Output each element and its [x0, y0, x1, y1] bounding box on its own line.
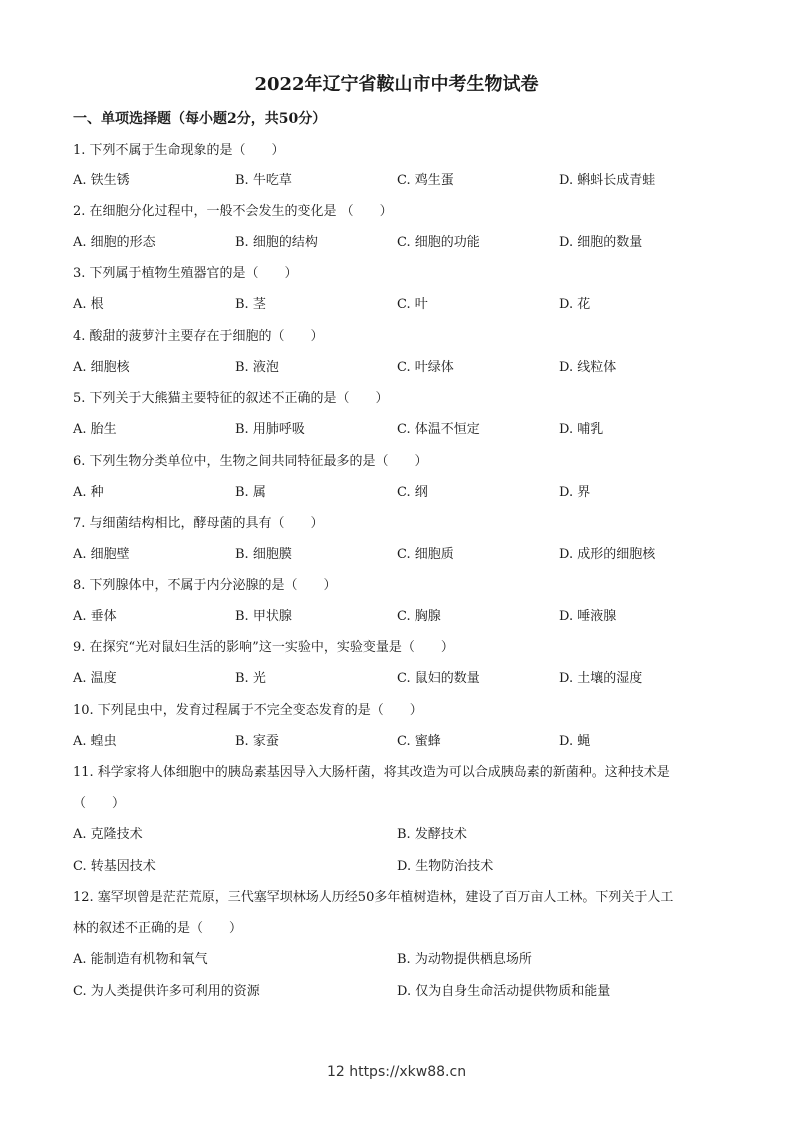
question-2-stem: 2. 在细胞分化过程中，一般不会发生的变化是 （ ） — [73, 204, 393, 219]
question-4-option-c[interactable]: C. 叶绿体 — [397, 360, 454, 375]
question-12-stem-line-1: 12. 塞罕坝曾是茫茫荒原，三代塞罕坝林场人历经50多年植树造林，建设了百万亩人工林。下列关于人工 — [73, 890, 674, 905]
question-6-option-a[interactable]: A. 种 — [73, 485, 104, 500]
question-3-option-d[interactable]: D. 花 — [559, 297, 591, 312]
question-3-stem: 3. 下列属于植物生殖器官的是（ ） — [73, 266, 298, 281]
question-9-option-b[interactable]: B. 光 — [235, 671, 266, 686]
question-2-option-d[interactable]: D. 细胞的数量 — [559, 235, 643, 250]
question-6-option-c[interactable]: C. 纲 — [397, 485, 428, 500]
question-7-option-d[interactable]: D. 成形的细胞核 — [559, 547, 656, 562]
question-7-option-c[interactable]: C. 细胞质 — [397, 547, 454, 562]
question-11-option-d[interactable]: D. 生物防治技术 — [397, 859, 494, 874]
question-9-option-a[interactable]: A. 温度 — [73, 671, 117, 686]
question-7-option-b[interactable]: B. 细胞膜 — [235, 547, 292, 562]
question-12-option-d[interactable]: D. 仅为自身生命活动提供物质和能量 — [397, 984, 611, 999]
question-1-option-a[interactable]: A. 铁生锈 — [73, 173, 130, 188]
page-title: 2022年辽宁省鞍山市中考生物试卷 — [254, 74, 539, 95]
question-1-option-c[interactable]: C. 鸡生蛋 — [397, 173, 454, 188]
question-6-stem: 6. 下列生物分类单位中，生物之间共同特征最多的是（ ） — [73, 454, 428, 469]
question-1-option-d[interactable]: D. 蝌蚪长成青蛙 — [559, 173, 656, 188]
question-12-option-c[interactable]: C. 为人类提供许多可利用的资源 — [73, 984, 260, 999]
question-5-option-a[interactable]: A. 胎生 — [73, 422, 117, 437]
question-12-stem-line-2: 林的叙述不正确的是（ ） — [73, 921, 243, 936]
question-8-stem: 8. 下列腺体中，不属于内分泌腺的是（ ） — [73, 578, 337, 593]
question-10-option-c[interactable]: C. 蜜蜂 — [397, 734, 441, 749]
question-9-stem: 9. 在探究“光对鼠妇生活的影响”这一实验中，实验变量是（ ） — [73, 640, 454, 655]
question-7-stem: 7. 与细菌结构相比，酵母菌的具有（ ） — [73, 516, 324, 531]
question-4-option-b[interactable]: B. 液泡 — [235, 360, 279, 375]
question-4-stem: 4. 酸甜的菠萝汁主要存在于细胞的（ ） — [73, 329, 324, 344]
question-11-stem-line-1: 11. 科学家将人体细胞中的胰岛素基因导入大肠杆菌，将其改造为可以合成胰岛素的新菌种。这种技术是 — [73, 765, 670, 780]
question-3-option-c[interactable]: C. 叶 — [397, 297, 428, 312]
question-6-option-b[interactable]: B. 属 — [235, 485, 266, 500]
question-5-option-c[interactable]: C. 体温不恒定 — [397, 422, 480, 437]
question-1-option-b[interactable]: B. 牛吃草 — [235, 173, 292, 188]
question-8-option-c[interactable]: C. 胸腺 — [397, 609, 441, 624]
section-heading: 一、单项选择题（每小题2分，共50分） — [73, 111, 327, 127]
question-11-stem-line-2: （ ） — [73, 796, 126, 811]
question-11-option-a[interactable]: A. 克隆技术 — [73, 827, 143, 842]
question-8-option-d[interactable]: D. 唾液腺 — [559, 609, 617, 624]
question-8-option-a[interactable]: A. 垂体 — [73, 609, 117, 624]
question-6-option-d[interactable]: D. 界 — [559, 485, 591, 500]
footer-watermark: 12 https://xkw88.cn — [326, 1064, 467, 1080]
question-1-stem: 1. 下列不属于生命现象的是（ ） — [73, 143, 285, 158]
question-4-option-a[interactable]: A. 细胞核 — [73, 360, 130, 375]
question-3-option-b[interactable]: B. 茎 — [235, 297, 266, 312]
question-5-option-b[interactable]: B. 用肺呼吸 — [235, 422, 305, 437]
question-9-option-c[interactable]: C. 鼠妇的数量 — [397, 671, 480, 686]
question-3-option-a[interactable]: A. 根 — [73, 297, 104, 312]
question-10-option-a[interactable]: A. 蝗虫 — [73, 734, 117, 749]
question-10-stem: 10. 下列昆虫中，发育过程属于不完全变态发育的是（ ） — [73, 703, 423, 718]
question-2-option-b[interactable]: B. 细胞的结构 — [235, 235, 318, 250]
question-8-option-b[interactable]: B. 甲状腺 — [235, 609, 292, 624]
question-12-option-b[interactable]: B. 为动物提供栖息场所 — [397, 952, 532, 967]
question-5-option-d[interactable]: D. 哺乳 — [559, 422, 604, 437]
question-7-option-a[interactable]: A. 细胞壁 — [73, 547, 130, 562]
question-11-option-c[interactable]: C. 转基因技术 — [73, 859, 156, 874]
question-4-option-d[interactable]: D. 线粒体 — [559, 360, 617, 375]
question-2-option-a[interactable]: A. 细胞的形态 — [73, 235, 156, 250]
question-2-option-c[interactable]: C. 细胞的功能 — [397, 235, 480, 250]
question-10-option-b[interactable]: B. 家蚕 — [235, 734, 279, 749]
question-10-option-d[interactable]: D. 蝇 — [559, 734, 591, 749]
question-12-option-a[interactable]: A. 能制造有机物和氧气 — [73, 952, 208, 967]
question-5-stem: 5. 下列关于大熊猫主要特征的叙述不正确的是（ ） — [73, 391, 389, 406]
question-9-option-d[interactable]: D. 土壤的湿度 — [559, 671, 643, 686]
question-11-option-b[interactable]: B. 发酵技术 — [397, 827, 467, 842]
